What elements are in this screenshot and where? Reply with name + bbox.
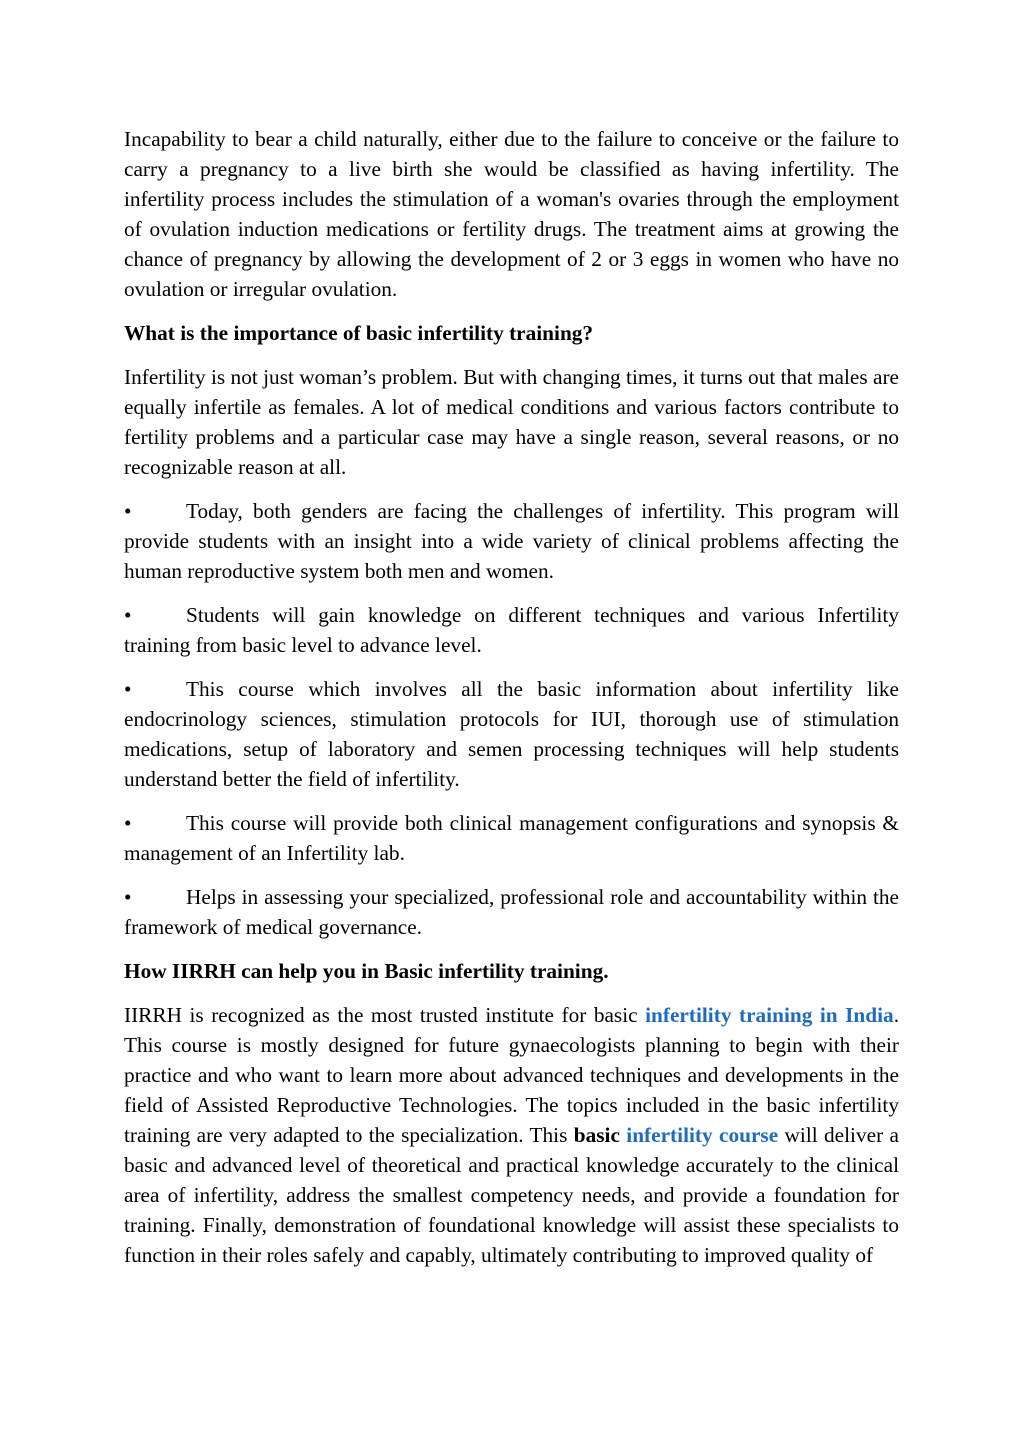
document-page <box>124 124 899 1284</box>
section-heading-iirrh: How IIRRH can help you in Basic infertility training. <box>124 959 609 983</box>
bullet-symbol: • <box>124 885 132 909</box>
bullet-symbol: • <box>124 499 132 523</box>
bullet-symbol: • <box>124 603 132 627</box>
bullet-item <box>124 808 899 868</box>
iirrh-text-2: . This course is mostly designed for future gynaecologists planning to begin with their practice and who want to learn more about advanced techniques and developments in the field of Assisted Reproductive Technologies. The topics included in the basic infertility training are very adapted to the specialization. This <box>124 1003 900 1147</box>
importance-paragraph: Infertility is not just woman’s problem. But with changing times, it turns out that males are equally infertile as females. A lot of medical conditions and various factors contribute to fertility problems and a particular case may have a single reason, several reasons, or no recognizable reason at all. <box>124 365 899 479</box>
bullet-symbol: • <box>124 677 132 701</box>
bullet-item <box>124 600 899 660</box>
basic-bold-word: basic <box>573 1123 620 1147</box>
iirrh-paragraph <box>124 1000 899 1270</box>
infertility-training-india-link[interactable]: infertility training in India <box>645 1003 894 1027</box>
bullet-item <box>124 674 899 794</box>
bullet-text: Students will gain knowledge on different techniques and various Infertility training from basic level to advance level. <box>124 603 899 657</box>
infertility-course-link[interactable]: infertility course <box>626 1123 779 1147</box>
iirrh-text-1: IIRRH is recognized as the most trusted institute for basic <box>124 1003 646 1027</box>
intro-paragraph: Incapability to bear a child naturally, either due to the failure to conceive or the failure to carry a pregnancy to a live birth she would be classified as having infertility. The infertility process includes the stimulation of a woman's ovaries through the employment of ovulation induction medications or fertility drugs. The treatment aims at growing the chance of pregnancy by allowing the development of 2 or 3 eggs in women who have no ovulation or irregular ovulation. <box>124 127 899 301</box>
bullet-text: This course will provide both clinical management configurations and synopsis & management of an Infertility lab. <box>124 811 899 865</box>
bullet-text: Today, both genders are facing the challenges of infertility. This program will provide students with an insight into a wide variety of clinical problems affecting the human reproductive system both men and women. <box>124 499 899 583</box>
bullet-text: Helps in assessing your specialized, professional role and accountability within the framework of medical governance. <box>124 885 899 939</box>
iirrh-text-4: will deliver a basic and advanced level of theoretical and practical knowledge accurately to the clinical area of infertility, address the smallest competency needs, and provide a foundation for training. Finally, demonstration of foundational knowledge will assist these specialists to function in their roles safely and capably, ultimately contributing to improved quality of <box>124 1123 899 1267</box>
bullet-item <box>124 882 899 942</box>
section-heading-importance: What is the importance of basic infertility training? <box>124 321 594 345</box>
bullet-symbol: • <box>124 811 132 835</box>
bullet-text: This course which involves all the basic information about infertility like endocrinology sciences, stimulation protocols for IUI, thorough use of stimulation medications, setup of laboratory and semen processing techniques will help students understand better the field of infertility. <box>124 677 899 791</box>
bullet-item <box>124 496 899 586</box>
